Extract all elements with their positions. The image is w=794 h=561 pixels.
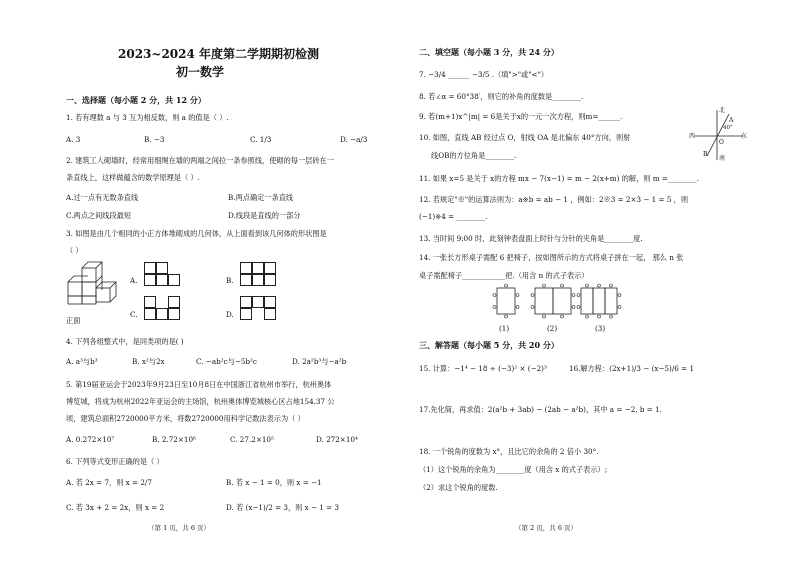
q3-front-label: 正面	[66, 316, 81, 325]
q1-option-b: B. −3	[144, 135, 165, 144]
q10-compass-figure	[689, 106, 749, 164]
q4-option-d: D. 2a²b³与−a²b	[292, 357, 347, 366]
q14-label-2: (2)	[547, 324, 558, 333]
q1-option-a: A. 3	[66, 135, 81, 144]
section-1-heading: 一、选择题（每小题 2 分，共 12 分）	[66, 95, 206, 105]
q5-option-b: B. 2.72×10⁶	[152, 435, 196, 444]
compass-west: 西	[689, 133, 696, 140]
exam-title: 2023~2024 年度第二学期期初检测	[118, 47, 320, 61]
q1-option-c: C. 1/3	[250, 135, 272, 144]
q5-option-d: D. 272×10⁴	[316, 435, 358, 444]
compass-point-o: O	[719, 139, 724, 146]
question-2-line-1: 2. 建筑工人砌墙时，经常用细绳在墙的两端之间拉一条参照线，使砌的每一层砖在一	[66, 156, 334, 165]
compass-north: 北	[719, 107, 726, 114]
q6-option-d: D. 若 (x−1)/2 = 3，则 x − 1 = 3	[226, 503, 340, 512]
question-9: 9. 若(m+1)x^|m| = 6是关于x的一元一次方程，则m=______.	[419, 112, 623, 121]
q5-option-c: C. 27.2×10⁵	[230, 435, 274, 444]
compass-east: 东	[741, 133, 748, 140]
question-8: 8. 若∠α = 60°38′，则它的补角的度数是________.	[419, 92, 584, 101]
q2-option-b: B.两点确定一条直线	[228, 193, 294, 202]
q3-option-a: A.	[130, 276, 138, 285]
q6-option-b: B. 若 x − 1 = 0，则 x = −1	[226, 478, 322, 487]
q5-option-a: A. 0.272×10⁷	[66, 435, 115, 444]
q6-option-c: C. 若 3x + 2 = 2x，则 x = 2	[66, 503, 165, 512]
compass-angle: 40°	[723, 125, 733, 131]
question-15: 15. 计算：−1⁴ − 18 ÷ (−3)² × (−2)³	[419, 364, 547, 373]
question-13: 13. 当时间 9:00 时，此刻钟表盘面上时针与分针的夹角是________度.	[419, 234, 643, 243]
question-11: 11. 如果 x=5 是关于 x的方程 mx − 7(x−1) = m − 2(x+m) 的解，则 m =________.	[419, 174, 699, 183]
q1-option-d: D. −a/3	[340, 135, 368, 144]
question-6: 6. 下列等式变形正确的是（ ）	[66, 457, 164, 466]
question-12-line-2: (−1)※4 = ________.	[419, 212, 488, 221]
question-18-line-1: 18. 一个锐角的度数为 x°，且比它的余角的 2 倍小 30°.	[419, 447, 599, 456]
q14-tables-figure	[493, 284, 623, 322]
question-5-line-2: 博览城，将成为杭州2022年亚运会的主场馆，杭州奥体博览城核心区占地154.37 公	[66, 397, 335, 406]
compass-point-a: A	[729, 117, 734, 124]
question-7: 7. −3/4 ______ −3/5 .（填">"或"<"）	[419, 70, 549, 79]
page-2-footer: （第 2 页，共 6 页）	[515, 524, 578, 532]
q2-option-c: C.两点之间线段最短	[66, 211, 132, 220]
q2-option-a: A.过一点有无数条直线	[66, 193, 139, 202]
question-12-line-1: 12. 若规定"※"的运算法则为：a※b = ab − 1 ，例如：2※3 = 2×3 − 1 = 5 ，则	[419, 195, 689, 204]
question-17: 17.先化简，再求值：2(a²b + 3ab) − (2ab − a²b)，其中 a = −2, b = 1.	[419, 405, 662, 414]
question-14-line-2: 桌子需配椅子____________把.（用含 n 的式子表示）	[419, 271, 589, 280]
compass-point-b: B	[703, 151, 708, 158]
q3-option-d: D.	[226, 310, 234, 319]
q3-option-c: C.	[130, 310, 138, 319]
question-5-line-1: 5. 第19届亚运会于2023年9月23日至10月8日在中国浙江省杭州市举行，杭州奥体	[66, 380, 332, 389]
question-1: 1. 若有理数 a 与 3 互为相反数，则 a 的值是（ ）.	[66, 113, 229, 122]
section-2-heading: 二、填空题（每小题 3 分，共 24 分）	[419, 47, 559, 57]
exam-subtitle: 初一数学	[176, 65, 225, 79]
question-3: 3. 如图是由几个相同的小正方体堆砌成的几何体，从上面看到该几何体的形状图是	[66, 229, 327, 238]
q4-option-c: C. −ab²c与−5b²c	[196, 357, 257, 366]
right-page	[397, 0, 794, 561]
question-18-line-3: （2）求这个锐角的度数.	[419, 483, 498, 492]
q14-label-1: (1)	[499, 324, 510, 333]
q14-label-3: (3)	[595, 324, 606, 333]
q2-option-d: D.线段是直线的一部分	[228, 211, 301, 220]
q3-option-a-net	[144, 262, 180, 290]
q3-cube-figure	[66, 262, 128, 312]
q4-option-b: B. x²与2x	[132, 357, 165, 366]
q4-option-a: A. a³与b³	[66, 357, 98, 366]
question-3-paren: （ ）	[66, 246, 83, 255]
q3-option-b: B.	[226, 276, 234, 285]
section-3-heading: 三、解答题（每小题 5 分，共 20 分）	[419, 340, 559, 350]
question-2-line-2: 条直线上，这样做蕴含的数学原理是（ ）.	[66, 173, 200, 182]
question-18-line-2: （1）这个锐角的余角为________度（用含 x 的式子表示）;	[419, 465, 608, 474]
compass-south: 南	[719, 155, 726, 162]
question-14-line-1: 14. 一张长方形桌子需配 6 把椅子，按如图所示的方式将桌子拼在一起， 那么 n 张	[419, 253, 684, 262]
question-10-line-1: 10. 如图，直线 AB 经过点 O，射线 OA 是北偏东 40°方向，则射	[419, 133, 631, 142]
page-1-footer: （第 1 页，共 6 页）	[148, 524, 211, 532]
question-16: 16.解方程：(2x+1)/3 − (x−5)/6 = 1	[569, 364, 695, 373]
question-4: 4. 下列各组整式中，是同类项的是( )	[66, 337, 184, 346]
q6-option-a: A. 若 2x = 7，则 x = 2/7	[66, 478, 152, 487]
question-5-line-3: 顷，建筑总面积2720000平方米，将数2720000用科学记数法表示为（ ）	[66, 414, 305, 423]
question-10-line-2: 线OB的方位角是________.	[431, 151, 517, 160]
